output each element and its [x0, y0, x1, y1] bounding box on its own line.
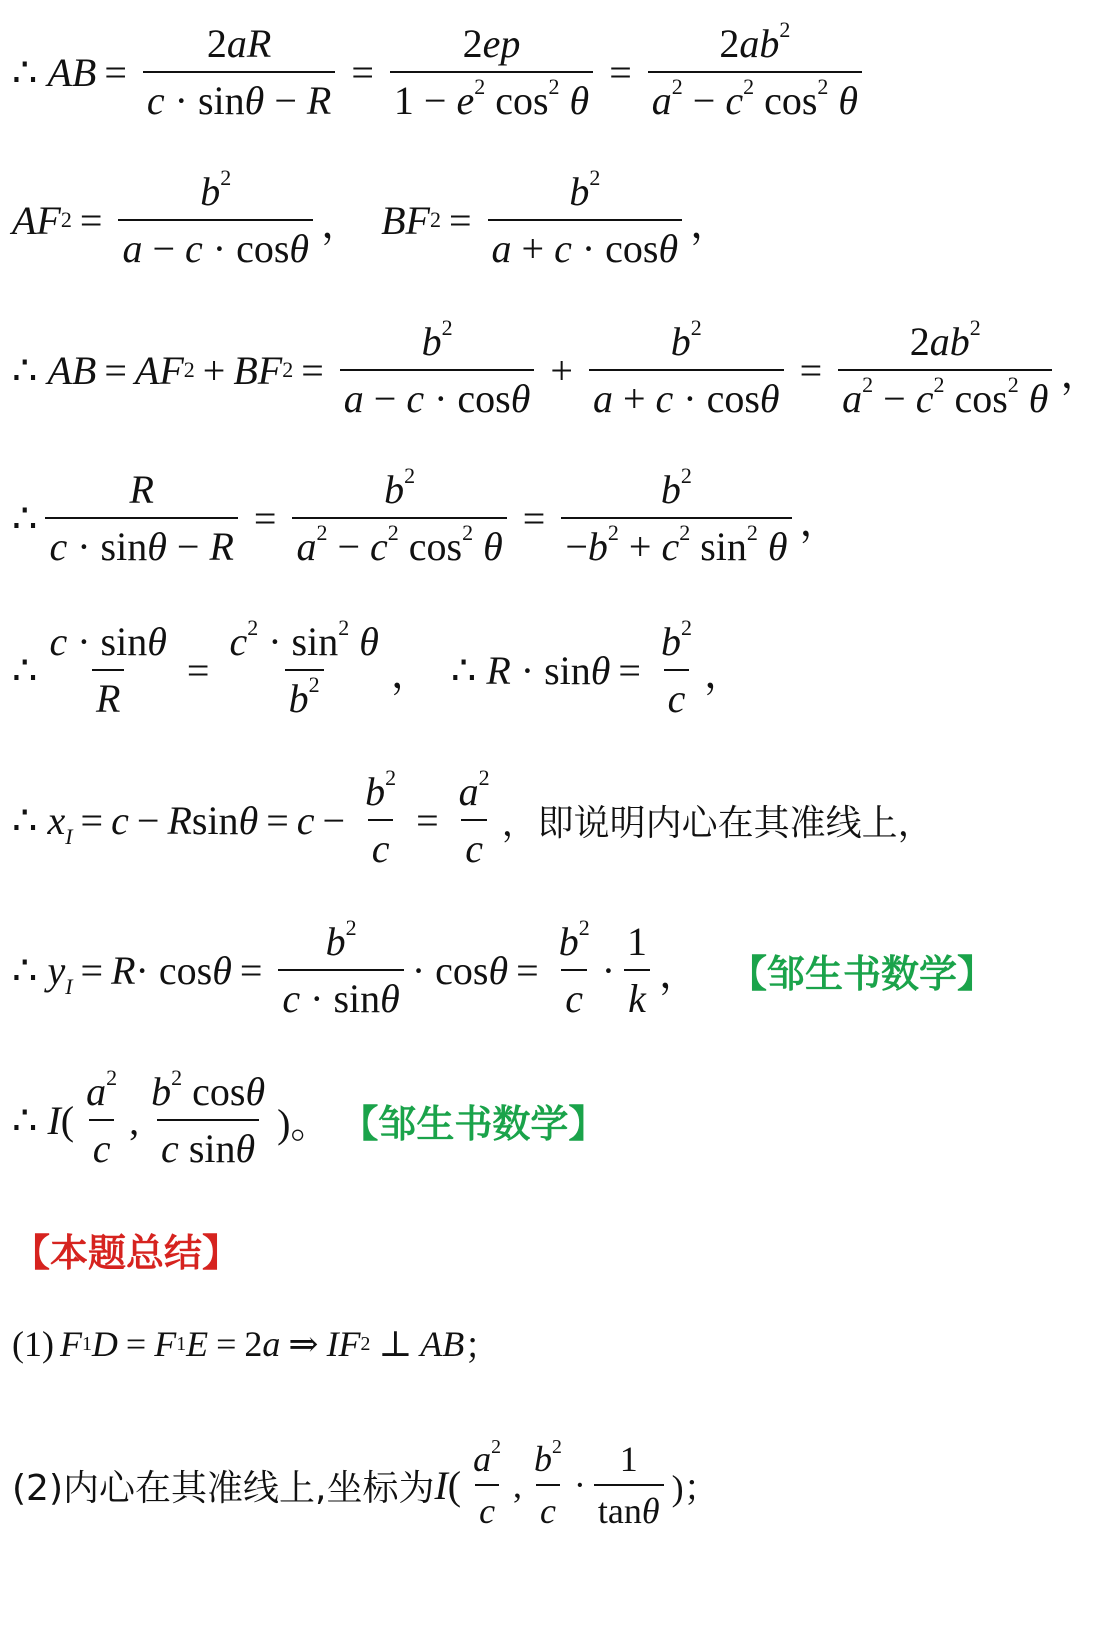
equation-ab-sum: ∴ AB = AF 2 + BF 2 = $\frac{b^2}{a - c \cdot \cos\theta}$ + $\frac{b^2}{a + c \cdot \cos\theta}$ = $\frac{2ab^2}{a^2 - c^2 \cos^2 \theta}$ ，	[12, 315, 1100, 421]
summary-title: 【本题总结】	[12, 1231, 241, 1275]
watermark-label: 【邹生书数学】	[729, 951, 996, 996]
summary-item-2: (2)内心在其准线上,坐标为 I ( $\frac{a^2}{c}$ , $\frac{b^2}{c}$ · $\frac{1}{\tan\theta}$ )；	[12, 1436, 720, 1531]
equation-r-sin: ∴ $\frac{c \cdot \sin\theta}{R}$ = $\frac{c^2 \cdot \sin^2 \theta}{b^2}$ ， ∴ R · sinθ = $\frac{b^2}{c}$ ，	[12, 615, 744, 721]
equation-x-incenter: ∴ $x_I$ = c − R sin θ = c − $\frac{b^2}{c}$ = $\frac{a^2}{c}$ ，即说明内心在其准线上，	[12, 765, 934, 871]
equation-ab-polar: ∴ AB = $\frac{2aR}{c \cdot \sin\theta - R}$ = $\frac{2ep}{1 - e^2 \cos^2 \theta}$ = $\frac{2ab^2}{a^2 - c^2 \cos^2 \theta}$	[12, 20, 870, 124]
equation-r-ratio: ∴ $\frac{R}{c \cdot \sin\theta - R}$ = $\frac{b^2}{a^2 - c^2 \cos^2 \theta}$ = $\frac{b^2}{-b^2 + c^2 \sin^2 \theta}$ ，	[12, 463, 840, 569]
summary-item-1-prefix: (1)	[12, 1323, 54, 1364]
equation-incenter-point: ∴ I( $\frac{a^2}{c}$ , $\frac{b^2 \cos\theta}{\text{c sinθ}}$ )。 【邹生书数学】	[12, 1065, 607, 1171]
summary-item-2-text: (2)内心在其准线上,坐标为	[12, 1467, 435, 1509]
directrix-note: ，即说明内心在其准线上，	[501, 802, 934, 844]
equation-focal-radii: AF 2 = $\frac{b^2}{a - c \cdot \cos\theta}$ ， BF 2 = $\frac{b^2}{a + c \cdot \cos\theta}$ ，	[12, 165, 731, 271]
watermark-label-2: 【邹生书数学】	[340, 1101, 607, 1146]
equation-y-incenter: ∴ $y_I$ = R · cos θ = $\frac{b^2}{c \cdot \sin\theta}$ · cosθ = $\frac{b^2}{c}$ · $\frac{1}{k}$ ， 【邹生书数学】	[12, 915, 996, 1021]
summary-item-1: (1) F 1 D = F 1 E = 2 a ⇒ IF 2 ⊥ AB ；	[12, 1323, 501, 1366]
summary-heading	[12, 1222, 240, 1277]
